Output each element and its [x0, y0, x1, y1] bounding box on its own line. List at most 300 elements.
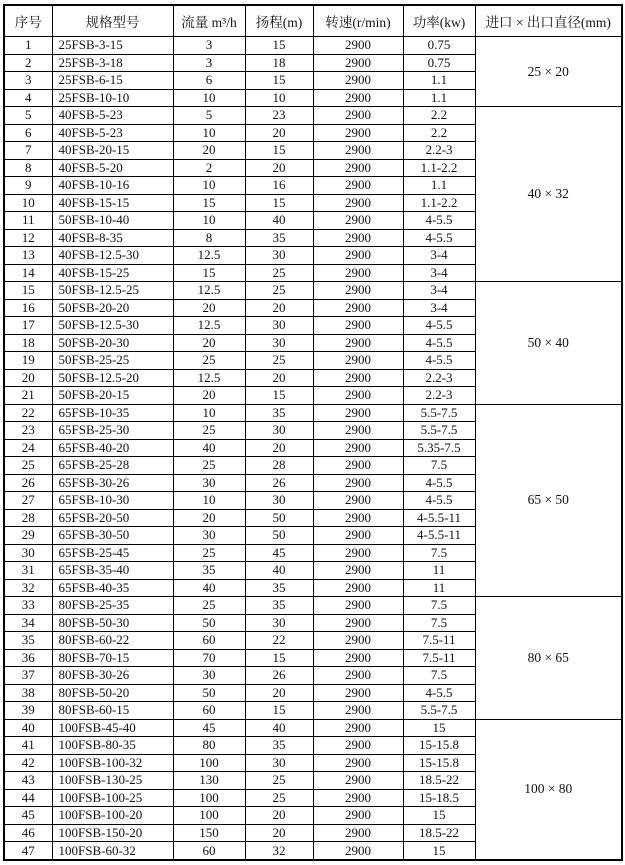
cell-model: 50FSB-20-20: [52, 299, 173, 317]
cell-model: 65FSB-30-26: [52, 474, 173, 492]
cell-no: 39: [4, 702, 52, 720]
cell-head: 28: [245, 457, 313, 475]
cell-no: 16: [4, 299, 52, 317]
cell-head: 20: [245, 807, 313, 825]
cell-power: 4-5.5: [403, 474, 475, 492]
cell-flow: 12.5: [173, 282, 245, 300]
cell-speed: 2900: [313, 527, 403, 545]
cell-flow: 10: [173, 89, 245, 107]
cell-head: 30: [245, 334, 313, 352]
cell-head: 26: [245, 667, 313, 685]
cell-no: 6: [4, 124, 52, 142]
cell-head: 32: [245, 842, 313, 861]
cell-speed: 2900: [313, 352, 403, 370]
cell-speed: 2900: [313, 772, 403, 790]
cell-speed: 2900: [313, 474, 403, 492]
cell-power: 0.75: [403, 37, 475, 55]
cell-flow: 5: [173, 107, 245, 125]
cell-model: 40FSB-8-35: [52, 229, 173, 247]
cell-power: 18.5-22: [403, 772, 475, 790]
cell-speed: 2900: [313, 737, 403, 755]
cell-speed: 2900: [313, 684, 403, 702]
table-row: [4, 404, 622, 422]
cell-power: 4-5.5-11: [403, 527, 475, 545]
cell-model: 40FSB-5-23: [52, 124, 173, 142]
header-flow: 流量 m³/h: [173, 5, 245, 37]
cell-model: 65FSB-40-20: [52, 439, 173, 457]
cell-head: 35: [245, 579, 313, 597]
cell-speed: 2900: [313, 37, 403, 55]
cell-no: 23: [4, 422, 52, 440]
cell-flow: 30: [173, 667, 245, 685]
cell-head: 15: [245, 702, 313, 720]
cell-no: 20: [4, 369, 52, 387]
cell-speed: 2900: [313, 369, 403, 387]
cell-model: 80FSB-50-30: [52, 614, 173, 632]
cell-flow: 130: [173, 772, 245, 790]
cell-no: 41: [4, 737, 52, 755]
cell-power: 4-5.5-11: [403, 509, 475, 527]
cell-power: 4-5.5: [403, 229, 475, 247]
cell-no: 28: [4, 509, 52, 527]
cell-model: 40FSB-15-25: [52, 264, 173, 282]
cell-model: 40FSB-12.5-30: [52, 247, 173, 265]
cell-power: 2.2: [403, 107, 475, 125]
cell-model: 80FSB-60-15: [52, 702, 173, 720]
cell-head: 15: [245, 72, 313, 90]
cell-speed: 2900: [313, 842, 403, 861]
cell-flow: 25: [173, 544, 245, 562]
cell-power: 7.5: [403, 597, 475, 615]
cell-no: 31: [4, 562, 52, 580]
cell-no: 44: [4, 789, 52, 807]
cell-power: 7.5: [403, 614, 475, 632]
cell-model: 65FSB-20-50: [52, 509, 173, 527]
cell-model: 65FSB-10-35: [52, 404, 173, 422]
cell-flow: 40: [173, 579, 245, 597]
cell-no: 15: [4, 282, 52, 300]
cell-flow: 60: [173, 632, 245, 650]
cell-speed: 2900: [313, 492, 403, 510]
cell-no: 4: [4, 89, 52, 107]
cell-power: 7.5: [403, 457, 475, 475]
cell-diameter-group: 65 × 50: [475, 404, 622, 597]
header-head: 扬程(m): [245, 5, 313, 37]
cell-head: 30: [245, 422, 313, 440]
cell-speed: 2900: [313, 159, 403, 177]
cell-speed: 2900: [313, 194, 403, 212]
cell-speed: 2900: [313, 457, 403, 475]
cell-no: 13: [4, 247, 52, 265]
cell-speed: 2900: [313, 404, 403, 422]
cell-model: 100FSB-100-25: [52, 789, 173, 807]
cell-model: 50FSB-25-25: [52, 352, 173, 370]
cell-speed: 2900: [313, 614, 403, 632]
cell-no: 36: [4, 649, 52, 667]
cell-head: 50: [245, 527, 313, 545]
cell-flow: 50: [173, 614, 245, 632]
cell-speed: 2900: [313, 212, 403, 230]
cell-head: 20: [245, 369, 313, 387]
cell-no: 14: [4, 264, 52, 282]
cell-power: 1.1: [403, 72, 475, 90]
cell-no: 1: [4, 37, 52, 55]
cell-no: 10: [4, 194, 52, 212]
cell-no: 5: [4, 107, 52, 125]
cell-model: 50FSB-12.5-20: [52, 369, 173, 387]
cell-model: 100FSB-100-20: [52, 807, 173, 825]
cell-head: 20: [245, 299, 313, 317]
cell-head: 40: [245, 719, 313, 737]
cell-model: 40FSB-15-15: [52, 194, 173, 212]
cell-speed: 2900: [313, 299, 403, 317]
cell-flow: 20: [173, 299, 245, 317]
cell-power: 7.5-11: [403, 632, 475, 650]
cell-flow: 25: [173, 352, 245, 370]
cell-model: 50FSB-12.5-25: [52, 282, 173, 300]
cell-no: 27: [4, 492, 52, 510]
header-diameter: 进口 × 出口直径(mm): [475, 5, 622, 37]
cell-model: 80FSB-70-15: [52, 649, 173, 667]
cell-power: 7.5: [403, 667, 475, 685]
table-row: [4, 282, 622, 300]
cell-head: 15: [245, 387, 313, 405]
cell-flow: 50: [173, 684, 245, 702]
cell-model: 100FSB-80-35: [52, 737, 173, 755]
cell-flow: 12.5: [173, 247, 245, 265]
cell-power: 15: [403, 842, 475, 861]
cell-head: 30: [245, 247, 313, 265]
cell-speed: 2900: [313, 229, 403, 247]
table-row: [4, 37, 622, 55]
cell-head: 25: [245, 789, 313, 807]
cell-speed: 2900: [313, 562, 403, 580]
cell-flow: 10: [173, 492, 245, 510]
cell-power: 4-5.5: [403, 684, 475, 702]
cell-power: 15-15.8: [403, 754, 475, 772]
cell-speed: 2900: [313, 807, 403, 825]
header-speed: 转速(r/min): [313, 5, 403, 37]
cell-no: 42: [4, 754, 52, 772]
cell-power: 15: [403, 807, 475, 825]
cell-no: 35: [4, 632, 52, 650]
cell-speed: 2900: [313, 789, 403, 807]
cell-no: 38: [4, 684, 52, 702]
cell-model: 25FSB-3-15: [52, 37, 173, 55]
cell-flow: 40: [173, 439, 245, 457]
cell-head: 16: [245, 177, 313, 195]
cell-flow: 25: [173, 597, 245, 615]
cell-power: 5.5-7.5: [403, 404, 475, 422]
cell-model: 80FSB-30-26: [52, 667, 173, 685]
cell-no: 30: [4, 544, 52, 562]
cell-speed: 2900: [313, 72, 403, 90]
cell-model: 65FSB-25-28: [52, 457, 173, 475]
cell-no: 12: [4, 229, 52, 247]
cell-model: 100FSB-130-25: [52, 772, 173, 790]
cell-head: 10: [245, 89, 313, 107]
cell-flow: 3: [173, 54, 245, 72]
cell-power: 5.5-7.5: [403, 702, 475, 720]
cell-flow: 20: [173, 142, 245, 160]
cell-speed: 2900: [313, 824, 403, 842]
cell-diameter-group: 25 × 20: [475, 37, 622, 107]
cell-speed: 2900: [313, 334, 403, 352]
cell-no: 7: [4, 142, 52, 160]
cell-flow: 3: [173, 37, 245, 55]
cell-flow: 12.5: [173, 317, 245, 335]
header-model: 规格型号: [52, 5, 173, 37]
cell-speed: 2900: [313, 142, 403, 160]
cell-no: 9: [4, 177, 52, 195]
cell-speed: 2900: [313, 702, 403, 720]
cell-speed: 2900: [313, 667, 403, 685]
cell-no: 26: [4, 474, 52, 492]
table-row: [4, 107, 622, 125]
cell-model: 65FSB-30-50: [52, 527, 173, 545]
cell-no: 11: [4, 212, 52, 230]
cell-flow: 10: [173, 177, 245, 195]
cell-head: 30: [245, 614, 313, 632]
cell-flow: 35: [173, 562, 245, 580]
cell-flow: 30: [173, 527, 245, 545]
cell-flow: 70: [173, 649, 245, 667]
cell-head: 20: [245, 159, 313, 177]
header-serial-number: 序号: [4, 5, 52, 37]
cell-diameter-group: 50 × 40: [475, 282, 622, 405]
cell-no: 40: [4, 719, 52, 737]
cell-speed: 2900: [313, 54, 403, 72]
cell-head: 20: [245, 124, 313, 142]
cell-no: 24: [4, 439, 52, 457]
cell-power: 4-5.5: [403, 317, 475, 335]
cell-power: 18.5-22: [403, 824, 475, 842]
cell-power: 4-5.5: [403, 352, 475, 370]
cell-flow: 12.5: [173, 369, 245, 387]
cell-flow: 100: [173, 807, 245, 825]
cell-flow: 15: [173, 194, 245, 212]
cell-speed: 2900: [313, 89, 403, 107]
cell-no: 25: [4, 457, 52, 475]
cell-speed: 2900: [313, 247, 403, 265]
cell-model: 100FSB-150-20: [52, 824, 173, 842]
cell-power: 11: [403, 579, 475, 597]
cell-flow: 80: [173, 737, 245, 755]
cell-model: 80FSB-60-22: [52, 632, 173, 650]
cell-power: 1.1: [403, 89, 475, 107]
cell-speed: 2900: [313, 387, 403, 405]
cell-flow: 60: [173, 842, 245, 861]
cell-model: 65FSB-35-40: [52, 562, 173, 580]
cell-head: 22: [245, 632, 313, 650]
cell-power: 1.1: [403, 177, 475, 195]
cell-head: 15: [245, 142, 313, 160]
cell-flow: 20: [173, 387, 245, 405]
cell-power: 3-4: [403, 264, 475, 282]
cell-flow: 2: [173, 159, 245, 177]
cell-no: 34: [4, 614, 52, 632]
pump-spec-table: [3, 4, 623, 861]
cell-no: 47: [4, 842, 52, 861]
table-row: [4, 719, 622, 737]
cell-power: 7.5-11: [403, 649, 475, 667]
cell-no: 37: [4, 667, 52, 685]
cell-speed: 2900: [313, 282, 403, 300]
cell-speed: 2900: [313, 422, 403, 440]
cell-no: 3: [4, 72, 52, 90]
cell-flow: 25: [173, 457, 245, 475]
cell-flow: 100: [173, 789, 245, 807]
cell-head: 30: [245, 754, 313, 772]
cell-speed: 2900: [313, 124, 403, 142]
cell-flow: 8: [173, 229, 245, 247]
cell-speed: 2900: [313, 544, 403, 562]
table-row: [4, 597, 622, 615]
cell-diameter-group: 80 × 65: [475, 597, 622, 720]
cell-power: 15: [403, 719, 475, 737]
cell-head: 18: [245, 54, 313, 72]
cell-head: 35: [245, 737, 313, 755]
cell-model: 40FSB-5-23: [52, 107, 173, 125]
cell-model: 40FSB-5-20: [52, 159, 173, 177]
cell-speed: 2900: [313, 317, 403, 335]
cell-head: 40: [245, 562, 313, 580]
cell-no: 21: [4, 387, 52, 405]
cell-no: 22: [4, 404, 52, 422]
cell-power: 1.1-2.2: [403, 194, 475, 212]
cell-power: 15-18.5: [403, 789, 475, 807]
cell-head: 20: [245, 824, 313, 842]
cell-head: 25: [245, 352, 313, 370]
cell-no: 45: [4, 807, 52, 825]
cell-power: 7.5: [403, 544, 475, 562]
cell-model: 80FSB-50-20: [52, 684, 173, 702]
cell-no: 46: [4, 824, 52, 842]
cell-model: 50FSB-10-40: [52, 212, 173, 230]
cell-head: 35: [245, 404, 313, 422]
cell-no: 33: [4, 597, 52, 615]
cell-power: 2.2-3: [403, 387, 475, 405]
cell-model: 40FSB-20-15: [52, 142, 173, 160]
cell-model: 25FSB-3-18: [52, 54, 173, 72]
cell-no: 8: [4, 159, 52, 177]
cell-head: 35: [245, 597, 313, 615]
cell-no: 32: [4, 579, 52, 597]
cell-speed: 2900: [313, 719, 403, 737]
cell-no: 29: [4, 527, 52, 545]
cell-model: 25FSB-6-15: [52, 72, 173, 90]
cell-model: 80FSB-25-35: [52, 597, 173, 615]
cell-flow: 150: [173, 824, 245, 842]
cell-speed: 2900: [313, 177, 403, 195]
cell-head: 15: [245, 649, 313, 667]
cell-flow: 10: [173, 212, 245, 230]
cell-power: 1.1-2.2: [403, 159, 475, 177]
cell-power: 15-15.8: [403, 737, 475, 755]
cell-head: 20: [245, 684, 313, 702]
cell-head: 15: [245, 194, 313, 212]
cell-head: 15: [245, 37, 313, 55]
cell-head: 25: [245, 772, 313, 790]
cell-speed: 2900: [313, 632, 403, 650]
cell-flow: 20: [173, 509, 245, 527]
cell-no: 2: [4, 54, 52, 72]
cell-flow: 6: [173, 72, 245, 90]
cell-flow: 15: [173, 264, 245, 282]
cell-flow: 45: [173, 719, 245, 737]
cell-head: 40: [245, 212, 313, 230]
cell-power: 5.35-7.5: [403, 439, 475, 457]
cell-speed: 2900: [313, 439, 403, 457]
cell-power: 5.5-7.5: [403, 422, 475, 440]
cell-head: 20: [245, 439, 313, 457]
cell-head: 26: [245, 474, 313, 492]
cell-flow: 25: [173, 422, 245, 440]
cell-model: 65FSB-10-30: [52, 492, 173, 510]
cell-speed: 2900: [313, 597, 403, 615]
cell-diameter-group: 100 × 80: [475, 719, 622, 860]
cell-power: 11: [403, 562, 475, 580]
cell-diameter-group: 40 × 32: [475, 107, 622, 282]
cell-power: 0.75: [403, 54, 475, 72]
cell-model: 65FSB-25-30: [52, 422, 173, 440]
cell-speed: 2900: [313, 754, 403, 772]
header-power: 功率(kw): [403, 5, 475, 37]
cell-speed: 2900: [313, 649, 403, 667]
cell-model: 100FSB-45-40: [52, 719, 173, 737]
cell-no: 43: [4, 772, 52, 790]
cell-flow: 20: [173, 334, 245, 352]
cell-head: 30: [245, 492, 313, 510]
cell-head: 25: [245, 282, 313, 300]
cell-flow: 30: [173, 474, 245, 492]
cell-flow: 100: [173, 754, 245, 772]
cell-speed: 2900: [313, 579, 403, 597]
cell-power: 3-4: [403, 247, 475, 265]
cell-flow: 60: [173, 702, 245, 720]
cell-no: 19: [4, 352, 52, 370]
cell-head: 25: [245, 264, 313, 282]
cell-model: 25FSB-10-10: [52, 89, 173, 107]
cell-speed: 2900: [313, 107, 403, 125]
cell-power: 4-5.5: [403, 492, 475, 510]
cell-power: 4-5.5: [403, 212, 475, 230]
table-body: [4, 37, 622, 861]
cell-head: 45: [245, 544, 313, 562]
cell-power: 2.2: [403, 124, 475, 142]
cell-head: 35: [245, 229, 313, 247]
cell-model: 50FSB-20-30: [52, 334, 173, 352]
cell-flow: 10: [173, 124, 245, 142]
cell-model: 100FSB-100-32: [52, 754, 173, 772]
cell-power: 4-5.5: [403, 334, 475, 352]
cell-power: 2.2-3: [403, 369, 475, 387]
cell-model: 100FSB-60-32: [52, 842, 173, 861]
cell-no: 18: [4, 334, 52, 352]
cell-speed: 2900: [313, 509, 403, 527]
cell-power: 3-4: [403, 299, 475, 317]
cell-head: 30: [245, 317, 313, 335]
cell-head: 23: [245, 107, 313, 125]
cell-no: 17: [4, 317, 52, 335]
cell-speed: 2900: [313, 264, 403, 282]
cell-model: 50FSB-12.5-30: [52, 317, 173, 335]
cell-head: 50: [245, 509, 313, 527]
cell-model: 65FSB-40-35: [52, 579, 173, 597]
cell-model: 65FSB-25-45: [52, 544, 173, 562]
cell-power: 2.2-3: [403, 142, 475, 160]
cell-model: 40FSB-10-16: [52, 177, 173, 195]
